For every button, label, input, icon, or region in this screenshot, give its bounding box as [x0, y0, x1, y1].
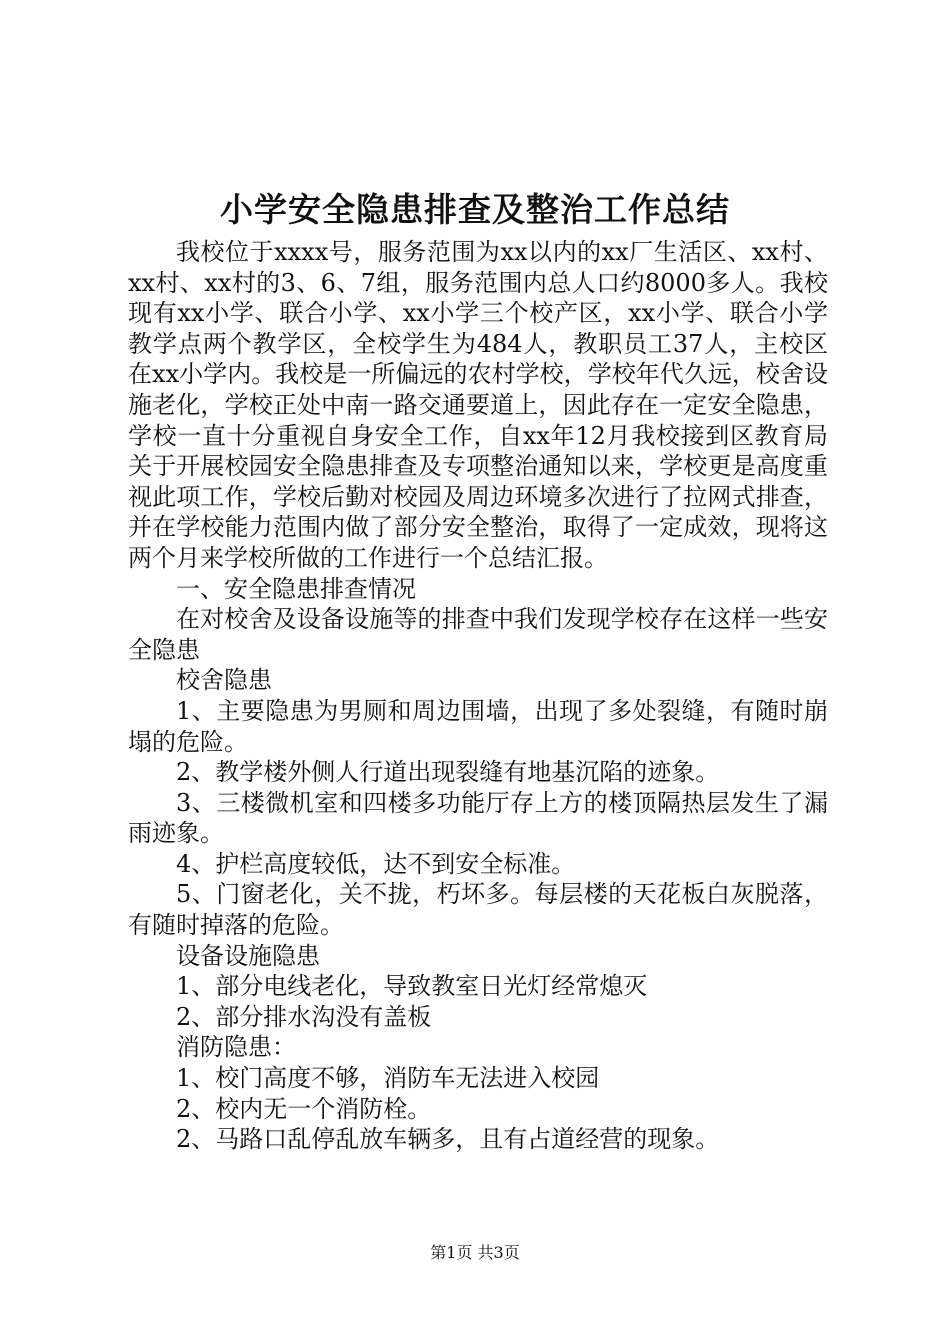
- list-item: 3、三楼微机室和四楼多功能厅存上方的楼顶隔热层发生了漏雨迹象。: [128, 788, 828, 848]
- subheading-building-hazards: 校舍隐患: [176, 666, 272, 695]
- section-heading-hazard-inspection: 一、安全隐患排查情况: [176, 574, 416, 603]
- list-item: 2、部分排水沟没有盖板: [176, 1002, 432, 1031]
- list-item: 2、马路口乱停乱放车辆多，且有占道经营的现象。: [176, 1125, 720, 1154]
- list-item: 1、主要隐患为男厕和周边围墙，出现了多处裂缝，有随时崩塌的危险。: [128, 696, 828, 756]
- page-footer: 第1页 共3页: [430, 1243, 520, 1262]
- list-item: 4、护栏高度较低，达不到安全标准。: [176, 849, 576, 878]
- subheading-equipment-hazards: 设备设施隐患: [176, 941, 320, 970]
- document-body: [128, 237, 828, 1155]
- list-item: 2、校内无一个消防栓。: [176, 1094, 432, 1123]
- subheading-fire-hazards: 消防隐患：: [176, 1033, 296, 1062]
- list-item: 1、校门高度不够，消防车无法进入校园: [176, 1064, 600, 1093]
- list-item: 2、教学楼外侧人行道出现裂缝有地基沉陷的迹象。: [176, 758, 720, 787]
- paragraph-intro: 我校位于xxxx号，服务范围为xx以内的xx厂生活区、xx村、xx村、xx村的3、6、7组，服务范围内总人口约8000多人。我校现有xx小学、联合小学、xx小学三个校产区，xx小学、联合小学教学点两个教学区，全校学生为484人，教职员工37人，主校区在xx小学内。我校是一所偏远的农村学校，学校年代久远，校舍设施老化，学校正处中南一路交通要道上，因此存在一定安全隐患，学校一直十分重视自身安全工作，自xx年12月我校接到区教育局关于开展校园安全隐患排查及专项整治通知以来，学校更是高度重视此项工作，学校后勤对校园及周边环境多次进行了拉网式排查，并在学校能力范围内做了部分安全整治，取得了一定成效，现将这两个月来学校所做的工作进行一个总结汇报。: [128, 238, 828, 572]
- list-item: 1、部分电线老化，导致教室日光灯经常熄灭: [176, 972, 648, 1001]
- document-title: 小学安全隐患排查及整治工作总结: [220, 190, 730, 229]
- list-item: 5、门窗老化，关不拢，朽坏多。每层楼的天花板白灰脱落，有随时掉落的危险。: [128, 880, 828, 940]
- paragraph: 在对校舍及设备设施等的排查中我们发现学校存在这样一些安全隐患: [128, 605, 828, 664]
